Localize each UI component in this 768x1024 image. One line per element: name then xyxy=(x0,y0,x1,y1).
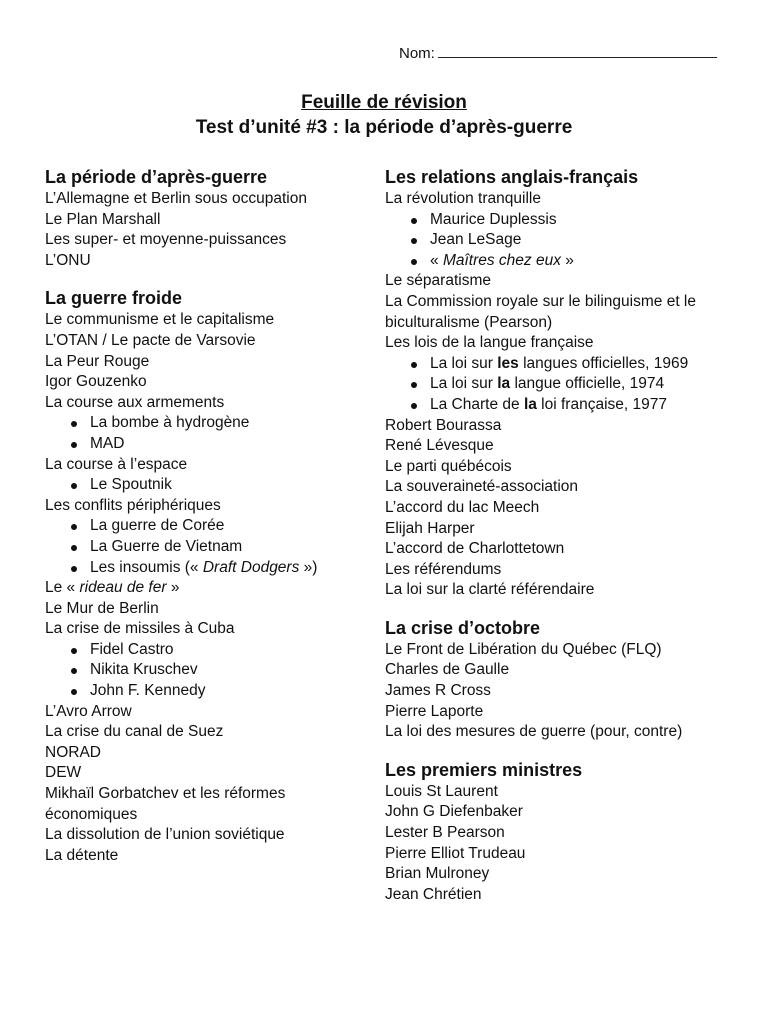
bullet-item: John F. Kennedy xyxy=(45,681,375,702)
section-heading: La période d’après-guerre xyxy=(45,167,268,187)
list-item: L’accord de Charlottetown xyxy=(385,540,565,558)
bullet-item xyxy=(385,374,730,395)
text-part: « xyxy=(430,251,443,269)
text-part: Le « xyxy=(45,579,80,597)
list-item: La loi sur la clarté référendaire xyxy=(385,581,595,599)
bullet-list xyxy=(45,516,375,578)
text-emphasis: rideau de fer xyxy=(79,579,167,597)
list-item: La Peur Rouge xyxy=(45,352,150,370)
list-item: L’accord du lac Meech xyxy=(385,498,540,516)
bullet-item: MAD xyxy=(45,434,375,455)
section-guerre-froide xyxy=(45,287,375,866)
section-premiers-ministres xyxy=(385,759,730,906)
list-item: Pierre Elliot Trudeau xyxy=(385,844,526,862)
list-item: Les conflits périphériques xyxy=(45,496,221,514)
bullet-item: Le Spoutnik xyxy=(45,475,375,496)
list-item: La crise de missiles à Cuba xyxy=(45,620,235,638)
list-item: La crise du canal de Suez xyxy=(45,723,224,741)
section-apres-guerre xyxy=(45,166,375,271)
list-item xyxy=(45,578,375,599)
list-item: L’Allemagne et Berlin sous occupation xyxy=(45,190,307,207)
list-item: Mikhaïl Gorbatchev et les réformes économiques xyxy=(45,785,286,823)
bullet-list xyxy=(45,413,375,454)
right-column xyxy=(385,166,730,921)
bullet-item xyxy=(45,558,375,579)
list-item: John G Diefenbaker xyxy=(385,803,523,821)
list-item: La course aux armements xyxy=(45,393,225,411)
list-item: L’OTAN / Le pacte de Varsovie xyxy=(45,331,256,349)
text-bold: la xyxy=(497,375,511,393)
section-heading: Les premiers ministres xyxy=(385,759,583,780)
list-item: Robert Bourassa xyxy=(385,416,502,434)
list-item: Jean Chrétien xyxy=(385,885,482,903)
section-heading: La crise d’octobre xyxy=(385,617,541,638)
page-subtitle: Test d’unité #3 : la période d’après-guerre xyxy=(195,117,573,138)
section-heading: Les relations anglais-français xyxy=(385,167,639,187)
list-item: La détente xyxy=(45,846,119,864)
list-item: Les référendums xyxy=(385,560,502,578)
bullet-list xyxy=(385,354,730,416)
bullet-item: Maurice Duplessis xyxy=(385,210,730,231)
text-part: langues officielles, 1969 xyxy=(518,354,689,372)
list-item: DEW xyxy=(45,764,82,782)
list-item: Pierre Laporte xyxy=(385,702,484,720)
list-item: Igor Gouzenko xyxy=(45,373,147,391)
list-item: Lester B Pearson xyxy=(385,824,505,842)
bullet-item: La Guerre de Vietnam xyxy=(45,537,375,558)
list-item: James R Cross xyxy=(385,682,491,700)
bullet-item: La bombe à hydrogène xyxy=(45,413,375,434)
text-part: » xyxy=(166,579,180,597)
text-bold: la xyxy=(523,395,537,413)
name-label: Nom: xyxy=(399,45,435,62)
list-item: René Lévesque xyxy=(385,437,494,455)
text-emphasis: Draft Dodgers xyxy=(202,558,300,576)
list-item: La Commission royale sur le bilinguisme et le biculturalisme (Pearson) xyxy=(385,292,696,331)
bullet-list xyxy=(45,640,375,702)
list-item: Charles de Gaulle xyxy=(385,661,510,679)
list-item: Le Plan Marshall xyxy=(45,210,161,228)
bullet-list xyxy=(385,210,730,272)
list-item: Le parti québécois xyxy=(385,457,512,475)
text-part: ») xyxy=(299,558,318,576)
list-item: Elijah Harper xyxy=(385,519,475,537)
left-column xyxy=(45,166,375,882)
text-part: La Charte de xyxy=(430,395,524,413)
name-blank-line[interactable] xyxy=(438,44,717,58)
bullet-item: Nikita Kruschev xyxy=(45,660,375,681)
section-crise-octobre xyxy=(385,617,730,743)
text-part: Les insoumis (« xyxy=(90,558,203,576)
text-part: » xyxy=(560,251,574,269)
text-part: langue officielle, 1974 xyxy=(510,375,665,393)
bullet-list xyxy=(45,475,375,496)
list-item: NORAD xyxy=(45,743,101,761)
bullet-item: Jean LeSage xyxy=(385,230,730,251)
list-item: Le communisme et le capitalisme xyxy=(45,311,275,329)
name-field xyxy=(399,44,717,64)
list-item: Brian Mulroney xyxy=(385,865,490,883)
list-item: Louis St Laurent xyxy=(385,782,498,800)
list-item: Les super- et moyenne-puissances xyxy=(45,231,287,249)
text-part: La loi sur xyxy=(430,375,498,393)
list-item: La course à l’espace xyxy=(45,455,188,473)
text-part: La loi sur xyxy=(430,354,498,372)
list-item: L’ONU xyxy=(45,251,91,269)
bullet-item xyxy=(385,354,730,375)
list-item: Le Front de Libération du Québec (FLQ) xyxy=(385,640,662,658)
bullet-item: La guerre de Corée xyxy=(45,516,375,537)
list-item: Les lois de la langue française xyxy=(385,334,594,352)
text-emphasis: Maîtres chez eux xyxy=(442,251,561,269)
list-item: Le séparatisme xyxy=(385,272,491,290)
list-item: La révolution tranquille xyxy=(385,190,541,207)
section-heading: La guerre froide xyxy=(45,288,183,309)
page-title: Feuille de révision xyxy=(301,92,467,113)
list-item: La dissolution de l’union soviétique xyxy=(45,826,285,844)
section-relations xyxy=(385,166,730,601)
bullet-item xyxy=(385,251,730,272)
text-bold: les xyxy=(497,354,519,372)
bullet-item xyxy=(385,395,730,416)
list-item: La souveraineté-association xyxy=(385,478,579,496)
bullet-item: Fidel Castro xyxy=(45,640,375,661)
text-part: loi française, 1977 xyxy=(536,395,667,413)
list-item: Le Mur de Berlin xyxy=(45,599,159,617)
list-item: La loi des mesures de guerre (pour, contre) xyxy=(385,723,683,741)
list-item: L’Avro Arrow xyxy=(45,702,132,720)
